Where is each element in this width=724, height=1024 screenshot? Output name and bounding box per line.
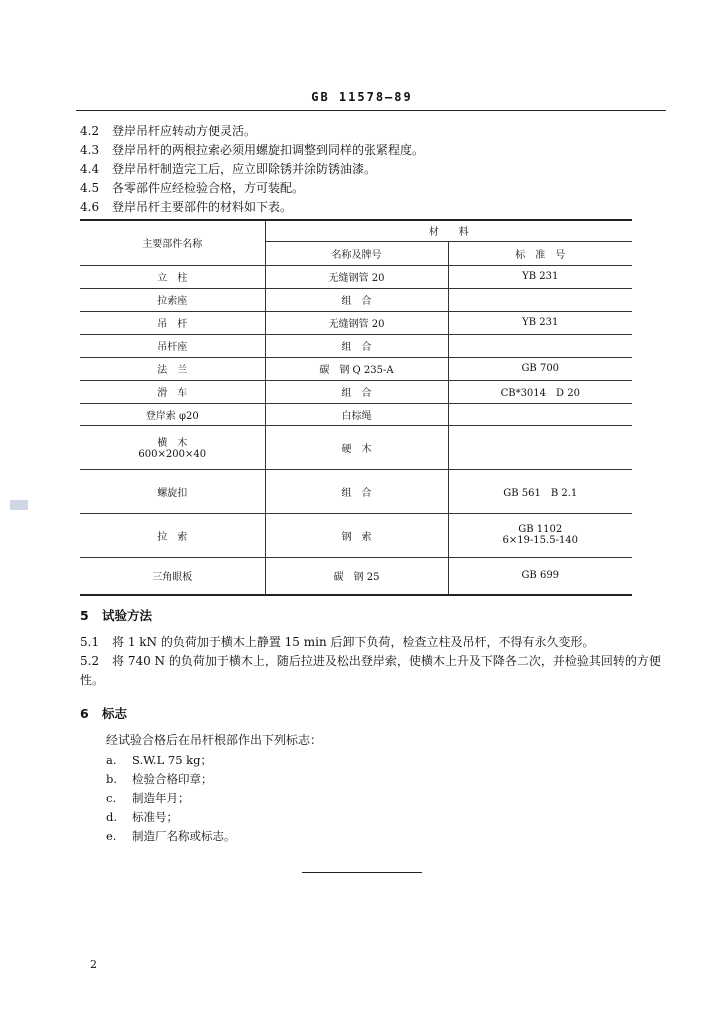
table-row [80,288,632,311]
standard-cell: YB 231 [448,265,632,288]
clause-number: 5.1 [80,635,100,649]
end-of-standard-rule [302,872,422,873]
clause-text: 将 1 kN 的负荷加于横木上静置 15 min 后卸下负荷，检查立柱及吊杆，不得有永久变形。 [112,635,595,649]
clause-number: 4.2 [80,124,100,138]
part-cell: 拉 索 [80,513,265,557]
table-row [80,311,632,334]
part-cell: 吊杆座 [80,334,265,357]
clause-text: 登岸吊杆的两根拉索必须用螺旋扣调整到同样的张紧程度。 [112,143,425,157]
clause-4-3 [80,141,424,160]
material-cell: 碳 钢 25 [265,557,448,595]
clause-4-4 [80,160,376,179]
clause-number: 5.2 [80,654,100,668]
standard-cell [448,425,632,469]
part-cell: 登岸索 φ20 [80,403,265,425]
scan-edge-mark [10,500,28,510]
clause-text: 登岸吊杆应转动方便灵活。 [112,124,257,138]
clause-number: 4.5 [80,181,100,195]
header-part-name: 主要部件名称 [80,220,265,265]
marking-intro: 经试验合格后在吊杆根部作出下列标志： [106,733,323,747]
part-cell: 螺旋扣 [80,469,265,513]
list-key: c. [106,791,117,805]
list-item [106,770,213,789]
materials-table [80,219,632,596]
section-title: 标志 [102,706,128,721]
section-title: 试验方法 [102,608,153,623]
section-number: 5 [80,608,89,623]
material-cell: 硬 木 [265,425,448,469]
page-number: 2 [90,958,97,971]
material-cell: 组 合 [265,334,448,357]
section-6-heading [80,704,127,722]
header-material-name: 名称及牌号 [265,241,448,265]
material-cell: 组 合 [265,380,448,403]
clause-text: 登岸吊杆主要部件的材料如下表。 [112,200,293,214]
header-standard-no: 标 准 号 [448,241,632,265]
clause-4-5 [80,179,304,198]
clause-5-2 [80,652,672,690]
list-text: 检验合格印章； [132,772,213,786]
header-material: 材 料 [265,220,632,241]
standard-line-2: 6×19-15.5-140 [502,535,579,546]
part-line-2: 600×200×40 [138,449,207,460]
table-header-row [80,220,632,241]
part-cell: 拉索座 [80,288,265,311]
list-text: 制造年月； [132,791,190,805]
table-row [80,557,632,595]
header-rule [76,110,666,111]
part-cell: 滑 车 [80,380,265,403]
list-key: e. [106,829,117,843]
table-row [80,403,632,425]
standard-cell: YB 231 [448,311,632,334]
part-cell: 法 兰 [80,357,265,380]
standard-cell [448,288,632,311]
material-cell: 白棕绳 [265,403,448,425]
list-text: 标准号； [132,810,178,824]
standard-cell: CB*3014 D 20 [448,380,632,403]
material-cell: 碳 钢 Q 235-A [265,357,448,380]
list-item [106,827,236,846]
list-key: b. [106,772,118,786]
clause-number: 4.6 [80,200,100,214]
material-cell: 无缝钢管 20 [265,311,448,334]
table-row [80,380,632,403]
part-line-1: 横 木 [157,438,188,449]
section-number: 6 [80,706,89,721]
material-cell: 钢 索 [265,513,448,557]
material-cell: 组 合 [265,469,448,513]
list-key: d. [106,810,118,824]
list-item [106,789,190,808]
clause-number: 4.3 [80,143,100,157]
list-text: S.W.L 75 kg； [132,753,213,767]
table-row [80,469,632,513]
table-row [80,265,632,288]
list-text: 制造厂名称或标志。 [132,829,236,843]
clause-text: 登岸吊杆制造完工后，应立即除锈并涂防锈油漆。 [112,162,377,176]
clause-text: 将 740 N 的负荷加于横木上，随后拉进及松出登岸索，使横木上升及下降各二次，并检验其回转的方便性。 [80,654,661,687]
clause-5-1 [80,633,672,652]
clause-4-2 [80,122,256,141]
standard-line-1: GB 1102 [518,524,563,535]
list-item [106,751,212,770]
standard-code-header: GB 11578—89 [311,90,413,104]
standard-cell: GB 561 B 2.1 [448,469,632,513]
list-key: a. [106,753,117,767]
standard-cell [448,513,632,557]
part-cell [80,425,265,469]
material-cell: 组 合 [265,288,448,311]
standard-cell: GB 700 [448,357,632,380]
clause-number: 4.4 [80,162,100,176]
table-row [80,334,632,357]
standard-cell [448,334,632,357]
table-row [80,513,632,557]
clause-4-6 [80,198,292,217]
clause-text: 各零部件应经检验合格，方可装配。 [112,181,305,195]
section-5-heading [80,606,152,624]
standard-cell: GB 699 [448,557,632,595]
table-row [80,357,632,380]
table-row [80,425,632,469]
standard-cell [448,403,632,425]
list-item [106,808,178,827]
material-cell: 无缝钢管 20 [265,265,448,288]
part-cell: 立 柱 [80,265,265,288]
part-cell: 三角眼板 [80,557,265,595]
part-cell: 吊 杆 [80,311,265,334]
